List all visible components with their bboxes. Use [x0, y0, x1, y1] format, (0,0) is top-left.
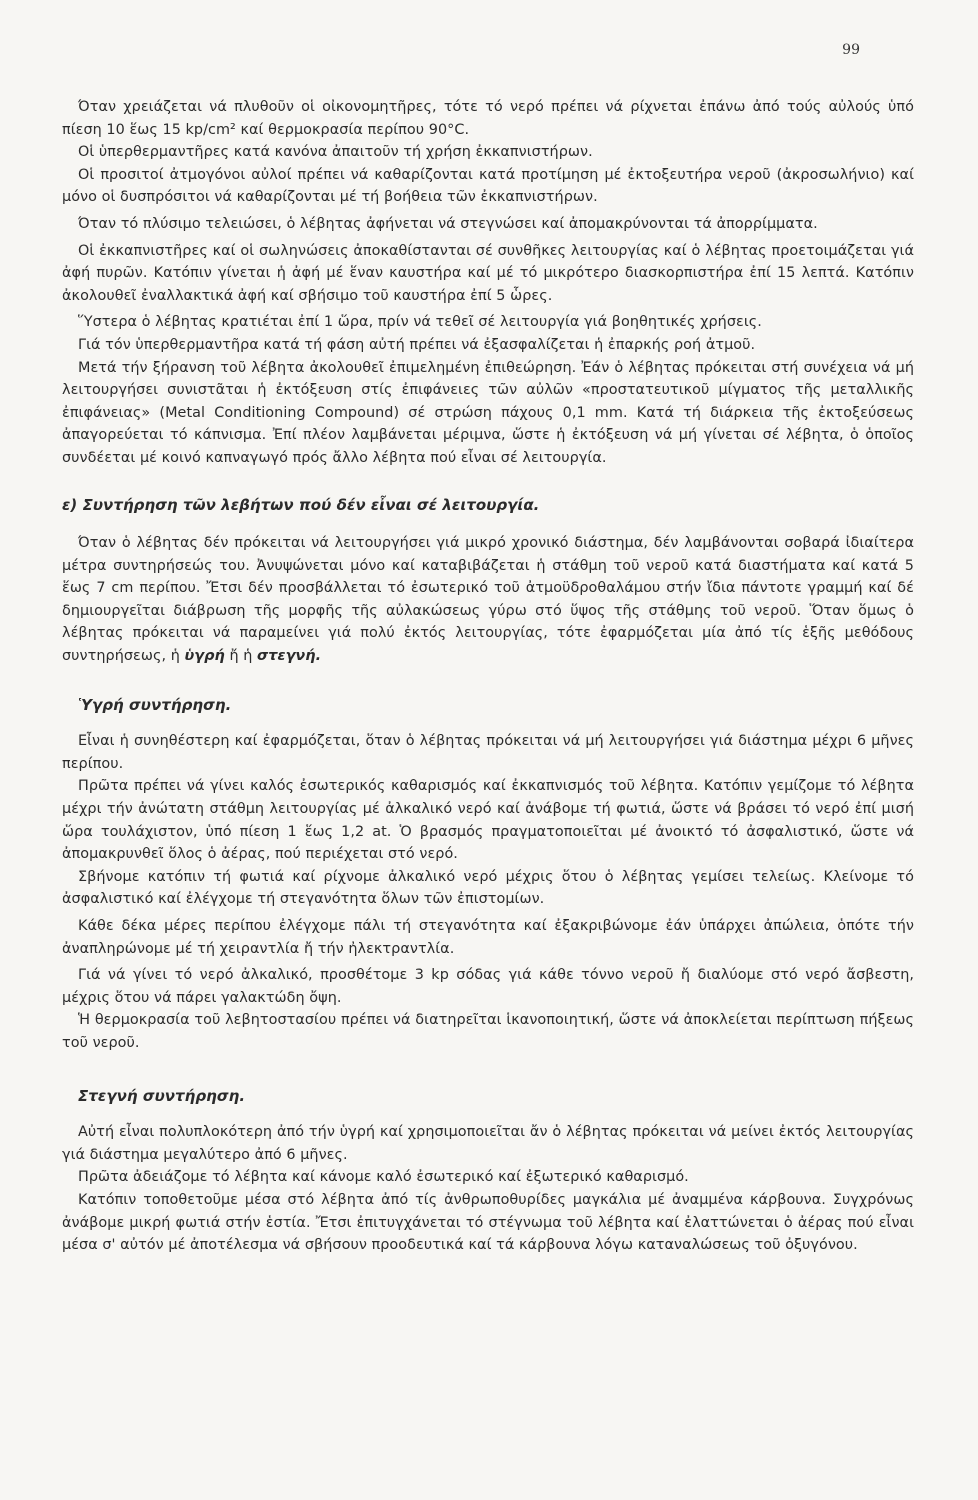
- idle-maintenance-section: [62, 532, 914, 668]
- paragraph: Ἡ θερμοκρασία τοῦ λεβητοστασίου πρέπει νά διατηρεῖται ἱκανοποιητική, ὥστε νά ἀποκλείεται περίπτωση πήξεως τοῦ νεροῦ.: [62, 1012, 914, 1051]
- dry-term: στεγνή.: [257, 648, 322, 665]
- paragraph: Πρῶτα πρέπει νά γίνει καλός ἐσωτερικός καθαρισμός καί ἐκκαπνισμός τοῦ λέβητα. Κατόπιν γεμίζομε τό λέβητα μέχρι τήν ἀνώτατη στάθμη λειτουργίας μέ ἀλκαλικό νερό καί ἀνάβομε τή φωτιά, ὥστε νά βράσει τό νερό ἐπί μισή ὥρα τουλάχιστον, ὑπό πίεση 1 ἕως 1,2 at. Ὁ βρασμός πραγματοποιεῖται μέ ἀνοικτό τό ἀσφαλιστικό, ὥστε νά ἀπομακρυνθεῖ ὅλος ὁ ἀέρας, πού περιέχεται στό νερό.: [62, 778, 914, 863]
- section-heading-wet-maintenance: Ὑγρή συντήρηση.: [78, 695, 232, 714]
- paragraph: Μετά τήν ξήρανση τοῦ λέβητα ἀκολουθεῖ ἐπιμελημένη ἐπιθεώρηση. Ἐάν ὁ λέβητας πρόκειται στή συνέχεια νά μή λειτουργήσει συνιστᾶται ἡ ἐκτόξευση στίς ἐπιφάνειες τῶν αὐλῶν «προστατευτικοῦ μίγματος τῆς μεταλλικῆς ἐπιφάνειας» (Metal Conditioning Compound) σέ στρώση πάχους 0,1 mm. Κατά τή διάρκεια τῆς ἐκτοξεύσεως ἀπαγορεύεται τό κάπνισμα. Ἐπί πλέον λαμβάνεται μέριμνα, ὥστε ἡ ἐκτόξευση νά μή γίνεται σέ λέβητα, ὁ ὁποῖος συνδέεται μέ κοινό καπναγωγό πρός ἄλλο λέβητα πού εἶναι σέ λειτουργία.: [62, 359, 914, 466]
- paragraph-text: Όταν ὁ λέβητας δέν πρόκειται νά λειτουργήσει γιά μικρό χρονικό διάστημα, δέν λαμβάνονται σοβαρά ἰδιαίτερα μέτρα συντηρήσεώς του. Ἀνυψώνεται μόνο καί καταβιβάζεται ἡ στάθμη τοῦ νεροῦ κατά διαστήματα καί κατά 5 ἕως 7 cm περίπου. Ἔτσι δέν προσβάλλεται τό ἐσωτερικό τοῦ ἀτμοϋδροθαλάμου στήν ἴδια πάντοτε γραμμή καί δέ δημιουργεῖται διάβρωση τῆς μορφῆς τῆς αὐλακώσεως γύρω στό ὕψος τῆς στάθμης τοῦ νεροῦ. Ὅταν ὅμως ὁ λέβητας πρόκειται νά παραμείνει γιά πολύ ἐκτός λειτουργίας, τότε ἐφαρμόζεται μία ἀπό τίς ἑξῆς μεθόδους συντηρήσεως, ἡ: [62, 535, 914, 665]
- wet-maintenance-section: [62, 730, 914, 1054]
- paragraph: Πρῶτα ἀδειάζομε τό λέβητα καί κάνομε καλό ἐσωτερικό καί ἐξωτερικό καθαρισμό.: [78, 1169, 689, 1186]
- paragraph: Οἱ ὑπερθερμαντῆρες κατά κανόνα ἀπαιτοῦν τή χρήση ἐκκαπνιστήρων.: [78, 144, 593, 161]
- page-body: [62, 96, 914, 1257]
- paragraph: Ὕστερα ὁ λέβητας κρατιέται ἐπί 1 ὥρα, πρίν νά τεθεῖ σέ λειτουργία γιά βοηθητικές χρήσεις.: [78, 314, 762, 331]
- section-heading-idle-boiler-maintenance: ε) Συντήρηση τῶν λεβήτων πού δέν εἶναι σέ λειτουργία.: [62, 495, 540, 514]
- paragraph: Αὐτή εἶναι πολυπλοκότερη ἀπό τήν ὑγρή καί χρησιμοποιεῖται ἄν ὁ λέβητας πρόκειται νά μείνει ἐκτός λειτουργίας γιά διάστημα μεγαλύτερο ἀπό 6 μῆνες.: [62, 1124, 914, 1163]
- page-number: 99: [842, 42, 860, 58]
- dry-maintenance-section: [62, 1121, 914, 1257]
- paragraph: Όταν τό πλύσιμο τελειώσει, ὁ λέβητας ἀφήνεται νά στεγνώσει καί ἀπομακρύνονται τά ἀπορρίμματα.: [78, 215, 818, 232]
- paragraph: Εἶναι ἡ συνηθέστερη καί ἐφαρμόζεται, ὅταν ὁ λέβητας πρόκειται νά μή λειτουργήσει γιά διάστημα μέχρι 6 μῆνες περίπου.: [62, 733, 914, 772]
- paragraph: Κάθε δέκα μέρες περίπου ἐλέγχομε πάλι τή στεγανότητα καί ἐξακριβώνομε ἐάν ὑπάρχει ἀπώλεια, ὁπότε τήν ἀναπληρώνομε μέ τή χειραντλία ἤ τήν ἠλεκτραντλία.: [62, 918, 914, 957]
- or-text: ἤ ἡ: [229, 648, 253, 665]
- paragraph: [62, 532, 914, 668]
- paragraph: Οἱ προσιτοί ἀτμογόνοι αὐλοί πρέπει νά καθαρίζονται κατά προτίμηση μέ ἐκτοξευτήρα νεροῦ (ἀκροσωλήνιο) καί μόνο οἱ δυσπρόσιτοι νά καθαρίζονται μέ τή βοήθεια τῶν ἐκκαπνιστήρων.: [62, 166, 914, 206]
- paragraph: Κατόπιν τοποθετοῦμε μέσα στό λέβητα ἀπό τίς ἀνθρωποθυρίδες μαγκάλια μέ ἀναμμένα κάρβουνα. Συγχρόνως ἀνάβομε μικρή φωτιά στήν ἑστία. Ἔτσι ἐπιτυγχάνεται τό στέγνωμα τοῦ λέβητα καί ἐλαττώνεται ὁ ἀέρας πού εἶναι μέσα σ' αὐτόν μέ ἀποτέλεσμα νά σβήσουν προοδευτικά καί τά κάρβουνα λόγω καταναλώσεως τοῦ ὀξυγόνου.: [62, 1191, 914, 1254]
- wet-term: ὑγρή: [184, 648, 225, 665]
- intro-section: [62, 96, 914, 470]
- paragraph: Γιά τόν ὑπερθερμαντῆρα κατά τή φάση αὐτή πρέπει νά ἐξασφαλίζεται ἡ ἐπαρκής ροή ἀτμοῦ.: [78, 336, 756, 353]
- section-heading-dry-maintenance: Στεγνή συντήρηση.: [78, 1086, 246, 1105]
- paragraph: Οἱ ἐκκαπνιστῆρες καί οἱ σωληνώσεις ἀποκαθίστανται σέ συνθῆκες λειτουργίας καί ὁ λέβητας προετοιμάζεται γιά ἀφή πυρῶν. Κατόπιν γίνεται ἡ ἀφή μέ ἕναν καυστήρα καί μέ τό μικρότερο διασκορπιστήρα ἐπί 15 λεπτά. Κατόπιν ἀκολουθεῖ ἐναλλακτικά ἀφή καί σβήσιμο τοῦ καυστήρα ἐπί 5 ὧρες.: [62, 242, 914, 304]
- paragraph: Όταν χρειάζεται νά πλυθοῦν οἱ οἰκονομητῆρες, τότε τό νερό πρέπει νά ρίχνεται ἐπάνω ἀπό τούς αὐλούς ὑπό πίεση 10 ἕως 15 kp/cm² καί θερμοκρασία περίπου 90°C.: [62, 99, 914, 138]
- paragraph: Σβήνομε κατόπιν τή φωτιά καί ρίχνομε ἀλκαλικό νερό μέχρις ὅτου ὁ λέβητας γεμίσει τελείως. Κλείνομε τό ἀσφαλιστικό καί ἐλέγχομε τή στεγανότητα ὅλων τῶν ἐπιστομίων.: [62, 868, 914, 908]
- paragraph: Γιά νά γίνει τό νερό ἀλκαλικό, προσθέτομε 3 kp σόδας γιά κάθε τόννο νεροῦ ἤ διαλύομε στό νερό ἄσβεστη, μέχρις ὅτου νά πάρει γαλακτώδη ὄψη.: [62, 967, 914, 1006]
